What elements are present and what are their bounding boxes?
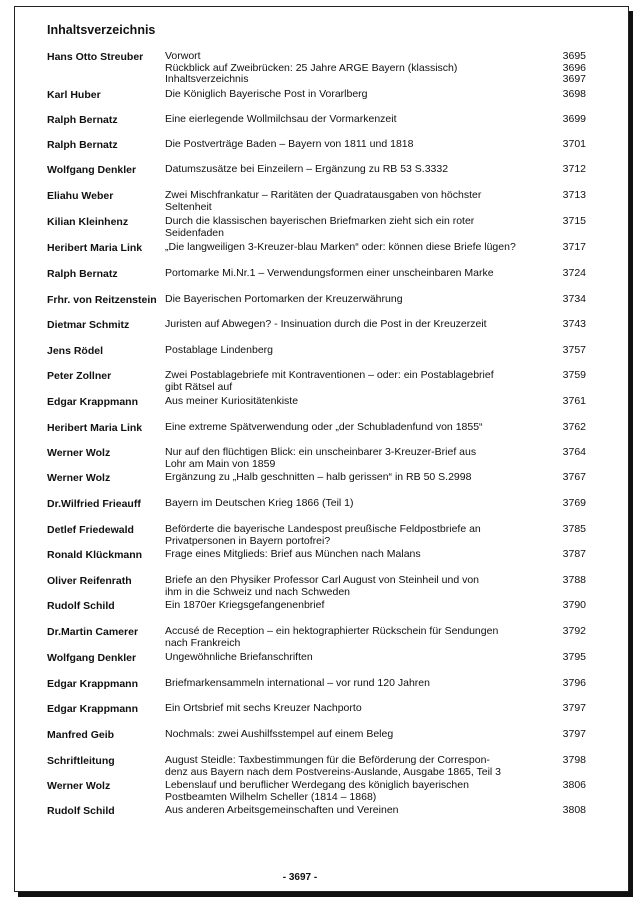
toc-title: Portomarke Mi.Nr.1 – Verwendungsformen einer unscheinbaren Marke bbox=[165, 267, 494, 279]
toc-author: Detlef Friedewald bbox=[47, 524, 134, 536]
toc-page-number: 3792 bbox=[562, 625, 586, 637]
toc-author: Peter Zollner bbox=[47, 370, 112, 382]
toc-title: Briefmarkensammeln international – vor rund 120 Jahren bbox=[165, 677, 430, 689]
toc-author: Frhr. von Reitzenstein bbox=[47, 294, 157, 306]
toc-page-number: 3764 bbox=[562, 446, 586, 458]
toc-author: Rudolf Schild bbox=[47, 805, 115, 817]
toc-author: Rudolf Schild bbox=[47, 600, 115, 612]
toc-title: Nur auf den flüchtigen Blick: ein unscheinbarer 3-Kreuzer-Brief aus Lohr am Main von 1859 bbox=[165, 446, 477, 470]
toc-page-number: 3734 bbox=[562, 293, 586, 305]
toc-page-number: 3699 bbox=[562, 113, 586, 125]
toc-page-number: 3796 bbox=[562, 677, 586, 689]
toc-title: Aus anderen Arbeitsgemeinschaften und Vereinen bbox=[165, 804, 399, 816]
toc-title: Datumszusätze bei Einzeilern – Ergänzung zu RB 53 S.3332 bbox=[165, 163, 449, 175]
toc-title: Briefe an den Physiker Professor Carl August von Steinheil und von ihm in die Schweiz und nach Schweden bbox=[165, 574, 480, 598]
toc-author: Wolfgang Denkler bbox=[47, 652, 137, 664]
toc-author: Werner Wolz bbox=[47, 780, 111, 792]
toc-author: Heribert Maria Link bbox=[47, 422, 143, 434]
toc-title: Ein Ortsbrief mit sechs Kreuzer Nachporto bbox=[165, 702, 362, 714]
toc-title: Nochmals: zwei Aushilfsstempel auf einem Beleg bbox=[165, 728, 394, 740]
toc-page-number: 3762 bbox=[562, 421, 586, 433]
toc-author: Ralph Bernatz bbox=[47, 139, 118, 151]
toc-title: Aus meiner Kuriositätenkiste bbox=[165, 395, 299, 407]
toc-title: Die Postverträge Baden – Bayern von 1811 und 1818 bbox=[165, 138, 414, 150]
toc-page-number: 3795 bbox=[562, 651, 586, 663]
toc-title: Vorwort Rückblick auf Zweibrücken: 25 Jahre ARGE Bayern (klassisch) Inhaltsverzeichnis bbox=[165, 50, 458, 85]
toc-page-number: 3757 bbox=[562, 344, 586, 356]
toc-title: Ergänzung zu „Halb geschnitten – halb gerissen“ in RB 50 S.2998 bbox=[165, 471, 472, 483]
toc-title: Eine extreme Spätverwendung oder „der Schubladenfund von 1855“ bbox=[165, 421, 483, 433]
toc-title: Frage eines Mitglieds: Brief aus München nach Malans bbox=[165, 548, 421, 560]
toc-page-number: 3761 bbox=[562, 395, 586, 407]
toc-title: Ungewöhnliche Briefanschriften bbox=[165, 651, 313, 663]
toc-author: Heribert Maria Link bbox=[47, 242, 143, 254]
toc-title: August Steidle: Taxbestimmungen für die Beförderung der Correspon- denz aus Bayern nach dem Postvereins-Auslande, Ausgabe 1865, Teil 3 bbox=[165, 754, 502, 778]
toc-page-number: 3806 bbox=[562, 779, 586, 791]
toc-author: Edgar Krappmann bbox=[47, 396, 139, 408]
toc-title: Zwei Mischfrankatur – Raritäten der Quadratausgaben von höchster Seltenheit bbox=[165, 189, 482, 213]
toc-author: Ronald Klückmann bbox=[47, 549, 143, 561]
toc-title: Eine eierlegende Wollmilchsau der Vormarkenzeit bbox=[165, 113, 397, 125]
toc-page-number: 3797 bbox=[562, 728, 586, 740]
toc-page-number: 3715 bbox=[562, 215, 586, 227]
toc-author: Hans Otto Streuber bbox=[47, 51, 144, 63]
toc-author: Dietmar Schmitz bbox=[47, 319, 130, 331]
toc-author: Dr.Martin Camerer bbox=[47, 626, 139, 638]
toc-page-number: 3712 bbox=[562, 163, 586, 175]
toc-page-number: 3698 bbox=[562, 88, 586, 100]
toc-author: Schriftleitung bbox=[47, 755, 115, 767]
toc-page-number: 3759 bbox=[562, 369, 586, 381]
toc-author: Edgar Krappmann bbox=[47, 703, 139, 715]
toc-page-number: 3790 bbox=[562, 599, 586, 611]
toc-page-number: 3743 bbox=[562, 318, 586, 330]
toc-page-number: 3713 bbox=[562, 189, 586, 201]
toc-title: Accusé de Reception – ein hektographierter Rückschein für Sendungen nach Frankreich bbox=[165, 625, 499, 649]
toc-page-number: 3695 3696 3697 bbox=[562, 50, 586, 85]
toc-page-number: 3787 bbox=[562, 548, 586, 560]
toc-author: Ralph Bernatz bbox=[47, 268, 118, 280]
toc-title: Bayern im Deutschen Krieg 1866 (Teil 1) bbox=[165, 497, 354, 509]
toc-page-number: 3769 bbox=[562, 497, 586, 509]
toc-title: Ein 1870er Kriegsgefangenenbrief bbox=[165, 599, 325, 611]
toc-author: Wolfgang Denkler bbox=[47, 164, 137, 176]
toc-title: „Die langweiligen 3-Kreuzer-blau Marken“ oder: können diese Briefe lügen? bbox=[165, 241, 516, 253]
toc-page-number: 3701 bbox=[562, 138, 586, 150]
toc-title: Beförderte die bayerische Landespost preußische Feldpostbriefe an Privatpersonen in Bayern portofrei? bbox=[165, 523, 481, 547]
toc-author: Edgar Krappmann bbox=[47, 678, 139, 690]
toc-author: Dr.Wilfried Frieauff bbox=[47, 498, 141, 510]
toc-author: Werner Wolz bbox=[47, 472, 111, 484]
toc-title: Die Bayerischen Portomarken der Kreuzerwährung bbox=[165, 293, 403, 305]
toc-author: Oliver Reifenrath bbox=[47, 575, 132, 587]
toc-title: Zwei Postablagebriefe mit Kontraventionen – oder: ein Postablagebrief gibt Rätsel auf bbox=[165, 369, 494, 393]
toc-page-number: 3797 bbox=[562, 702, 586, 714]
toc-page-number: 3788 bbox=[562, 574, 586, 586]
toc-page-number: 3767 bbox=[562, 471, 586, 483]
toc-title: Durch die klassischen bayerischen Briefmarken zieht sich ein roter Seidenfaden bbox=[165, 215, 475, 239]
page-number-footer: - 3697 - bbox=[282, 872, 318, 883]
toc-page-number: 3808 bbox=[562, 804, 586, 816]
toc-title: Postablage Lindenberg bbox=[165, 344, 274, 356]
toc-author: Kilian Kleinhenz bbox=[47, 216, 129, 228]
toc-author: Ralph Bernatz bbox=[47, 114, 118, 126]
toc-author: Eliahu Weber bbox=[47, 190, 114, 202]
toc-page-number: 3724 bbox=[562, 267, 586, 279]
toc-title: Lebenslauf und beruflicher Werdegang des königlich bayerischen Postbeamten Wilhelm Scheller (1814 – 1868) bbox=[165, 779, 469, 803]
toc-page-number: 3798 bbox=[562, 754, 586, 766]
toc-author: Manfred Geib bbox=[47, 729, 115, 741]
toc-title: Die Königlich Bayerische Post in Vorarlberg bbox=[165, 88, 368, 100]
toc-page-number: 3717 bbox=[562, 241, 586, 253]
toc-title: Juristen auf Abwegen? - Insinuation durch die Post in der Kreuzerzeit bbox=[165, 318, 487, 330]
toc-page-number: 3785 bbox=[562, 523, 586, 535]
toc-author: Werner Wolz bbox=[47, 447, 111, 459]
toc-author: Jens Rödel bbox=[47, 345, 104, 357]
toc-author: Karl Huber bbox=[47, 89, 101, 101]
toc-heading: Inhaltsverzeichnis bbox=[47, 23, 156, 37]
